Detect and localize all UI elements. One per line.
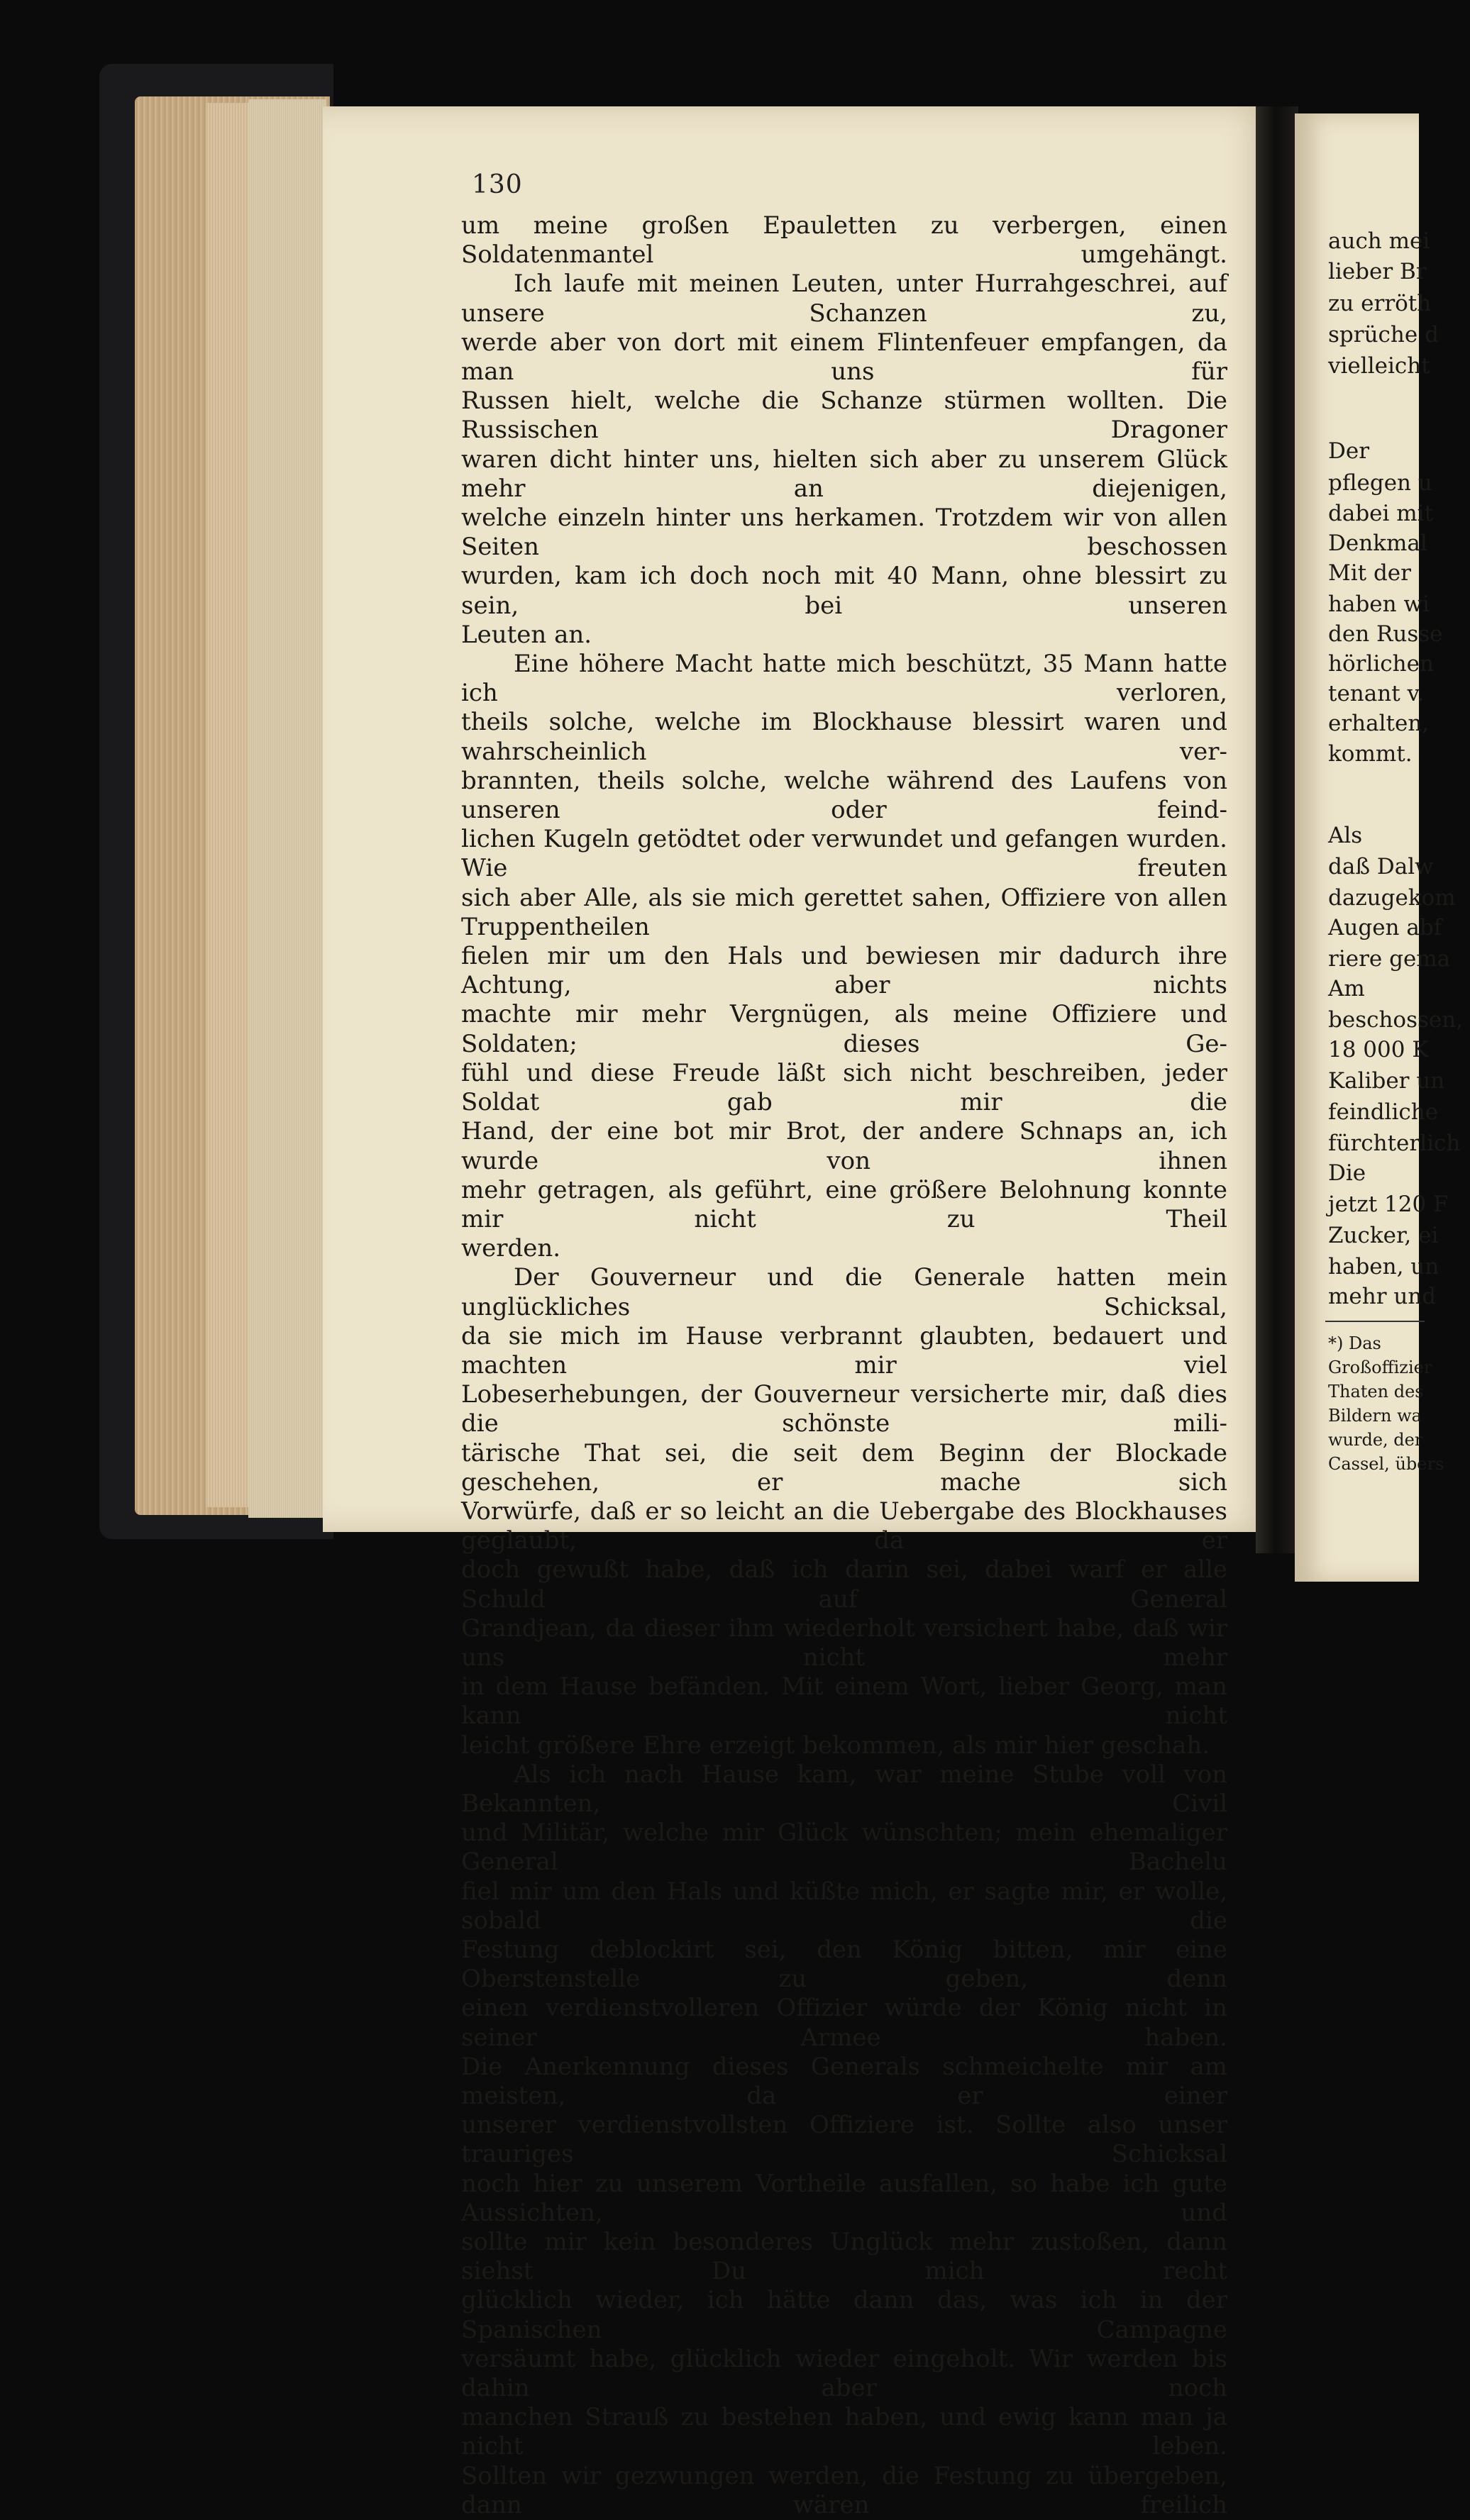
text-line: brannten, theils solche, welche während des Laufens von unseren oder feind- — [461, 766, 1227, 825]
text-line: glücklich wieder, ich hätte dann das, was ich in der Spanischen Campagne — [461, 2286, 1227, 2344]
right-page-line: sprüche d — [1328, 322, 1439, 348]
text-line: Ich laufe mit meinen Leuten, unter Hurrahgeschrei, auf unsere Schanzen zu, — [461, 270, 1227, 328]
right-page-line: Der — [1328, 438, 1370, 464]
right-page-line: beschossen, — [1328, 1007, 1464, 1033]
text-line: und Militär, welche mir Glück wünschten; mein ehemaliger General Bachelu — [461, 1819, 1227, 1877]
right-page-line: Augen abf — [1328, 915, 1442, 940]
right-page-line: Cassel, übers — [1328, 1454, 1444, 1474]
right-page-line: auch mei — [1328, 228, 1430, 254]
right-page-line: erhalten, — [1328, 711, 1430, 736]
text-line: fühl und diese Freude läßt sich nicht beschreiben, jeder Soldat gab mir die — [461, 1058, 1227, 1117]
text-line: leicht größere Ehre erzeigt bekommen, als mir hier geschah. — [461, 1731, 1210, 1760]
right-page-line: haben wi — [1328, 592, 1430, 617]
right-page-line: *) Das — [1328, 1333, 1381, 1353]
text-line: lichen Kugeln getödtet oder verwundet und gefangen wurden. Wie freuten — [461, 825, 1227, 883]
text-line: Russen hielt, welche die Schanze stürmen wollten. Die Russischen Dragoner — [461, 387, 1227, 445]
text-line: unserer verdienstvollsten Offiziere ist. Sollte also unser trauriges Schicksal — [461, 2111, 1227, 2169]
right-page-line: Bildern wa — [1328, 1406, 1422, 1426]
text-line: da sie mich im Hause verbrannt glaubten, bedauert und machten mir viel — [461, 1321, 1227, 1380]
text-line: theils solche, welche im Blockhause blessirt waren und wahrscheinlich ver- — [461, 708, 1227, 766]
right-page-line: tenant v. — [1328, 681, 1425, 706]
text-line: in dem Hause befänden. Mit einem Wort, lieber Georg, man kann nicht — [461, 1672, 1227, 1731]
text-line: machte mir mehr Vergnügen, als meine Offiziere und Soldaten; dieses Ge- — [461, 1000, 1227, 1058]
right-page-line: dabei mit — [1328, 501, 1434, 526]
text-line: Leuten an. — [461, 620, 592, 649]
text-line: Lobeserhebungen, der Gouverneur versicherte mir, daß dies die schönste mili- — [461, 1380, 1227, 1438]
text-line: waren dicht hinter uns, hielten sich aber zu unserem Glück mehr an diejenigen, — [461, 445, 1227, 503]
right-page-line: riere gema — [1328, 946, 1451, 972]
right-page-line: zu erröth — [1328, 291, 1432, 316]
right-page-line: kommt. — [1328, 741, 1413, 767]
text-line: fiel mir um den Hals und küßte mich, er sagte mir, er wolle, sobald die — [461, 1877, 1227, 1935]
text-line: Hand, der eine bot mir Brot, der andere Schnaps an, ich wurde von ihnen — [461, 1117, 1227, 1175]
text-line: Eine höhere Macht hatte mich beschützt, 35 Mann hatte ich verloren, — [461, 650, 1227, 708]
left-page-body — [461, 211, 1227, 2520]
text-line: Festung deblockirt sei, den König bitten, mir eine Oberstenstelle zu geben, denn — [461, 1935, 1227, 1994]
right-page-line: mehr und — [1328, 1284, 1437, 1309]
footnote-rule — [1325, 1321, 1425, 1322]
text-line: sich aber Alle, als sie mich gerettet sahen, Offiziere von allen Truppentheilen — [461, 883, 1227, 941]
text-line: werden. — [461, 1234, 561, 1263]
right-page-line: jetzt 120 F — [1328, 1192, 1449, 1217]
text-line: Die Anerkennung dieses Generals schmeichelte mir am meisten, da er einer — [461, 2052, 1227, 2110]
right-page-line: Thaten des — [1328, 1382, 1424, 1401]
text-line: werde aber von dort mit einem Flintenfeuer empfangen, da man uns für — [461, 328, 1227, 387]
text-line: wurden, kam ich doch noch mit 40 Mann, ohne blessirt zu sein, bei unseren — [461, 562, 1227, 620]
page-stack-edges — [248, 99, 326, 1518]
right-page-line: haben, un — [1328, 1254, 1439, 1280]
text-line: versäumt habe, glücklich wieder eingeholt. Wir werden bis dahin aber noch — [461, 2344, 1227, 2403]
text-line: manchen Strauß zu bestehen haben, und ewig kann man ja nicht leben. — [461, 2403, 1227, 2461]
right-page-line: den Russe — [1328, 621, 1443, 647]
text-line: Der Gouverneur und die Generale hatten mein unglückliches Schicksal, — [461, 1263, 1227, 1321]
text-line: Grandjean, da dieser ihm wiederholt versichert habe, daß wir uns nicht mehr — [461, 1614, 1227, 1672]
right-page-line: feindliche — [1328, 1099, 1439, 1125]
text-line: welche einzeln hinter uns herkamen. Trotzdem wir von allen Seiten beschossen — [461, 504, 1227, 562]
right-page-line: vielleicht — [1328, 353, 1430, 379]
text-line: noch hier zu unserem Vortheile ausfallen, so habe ich gute Aussichten, und — [461, 2169, 1227, 2227]
right-page-line: Kaliber un — [1328, 1068, 1445, 1094]
right-page-line: lieber Br — [1328, 259, 1427, 284]
text-line: um meine großen Epauletten zu verbergen, einen Soldatenmantel umgehängt. — [461, 211, 1227, 270]
right-page-line: Großoffizier — [1328, 1358, 1432, 1377]
right-page-line: daß Dalw — [1328, 854, 1434, 879]
right-page-line: pflegen u — [1328, 470, 1432, 496]
text-line: fielen mir um den Hals und bewiesen mir dadurch ihre Achtung, aber nichts — [461, 942, 1227, 1000]
right-page-line: 18 000 K — [1328, 1037, 1429, 1062]
text-line: mehr getragen, als geführt, eine größere Belohnung konnte mir nicht zu Theil — [461, 1175, 1227, 1233]
text-line: doch gewußt habe, daß ich darin sei, dabei warf er alle Schuld auf General — [461, 1555, 1227, 1614]
text-line: tärische That sei, die seit dem Beginn der Blockade geschehen, er mache sich — [461, 1438, 1227, 1497]
right-page-line: Zucker, ei — [1328, 1223, 1439, 1248]
right-page-line: Denkmal — [1328, 531, 1427, 556]
text-line: Vorwürfe, daß er so leicht an die Uebergabe des Blockhauses geglaubt, da er — [461, 1497, 1227, 1555]
right-page-line: dazugekom — [1328, 885, 1456, 911]
page-number: 130 — [472, 170, 523, 199]
text-line: sollte mir kein besonderes Unglück mehr zustoßen, dann siehst Du mich recht — [461, 2228, 1227, 2286]
right-page-line: Die — [1328, 1160, 1366, 1186]
right-page-line: Mit der — [1328, 560, 1411, 586]
right-page-line: fürchterlich — [1328, 1131, 1461, 1156]
right-page-line: Als — [1328, 823, 1363, 848]
text-line: Als ich nach Hause kam, war meine Stube voll von Bekannten, Civil — [461, 1760, 1227, 1818]
text-line: einen verdienstvolleren Offizier würde der König nicht in seiner Armee haben. — [461, 1994, 1227, 2052]
right-page-line: hörlichen — [1328, 651, 1434, 677]
text-line: Sollten wir gezwungen werden, die Festung zu übergeben, dann wären freilich — [461, 2461, 1227, 2519]
right-page-line: Am — [1328, 976, 1365, 1001]
book-gutter — [1256, 106, 1298, 1553]
right-page-line: wurde, der — [1328, 1430, 1423, 1450]
